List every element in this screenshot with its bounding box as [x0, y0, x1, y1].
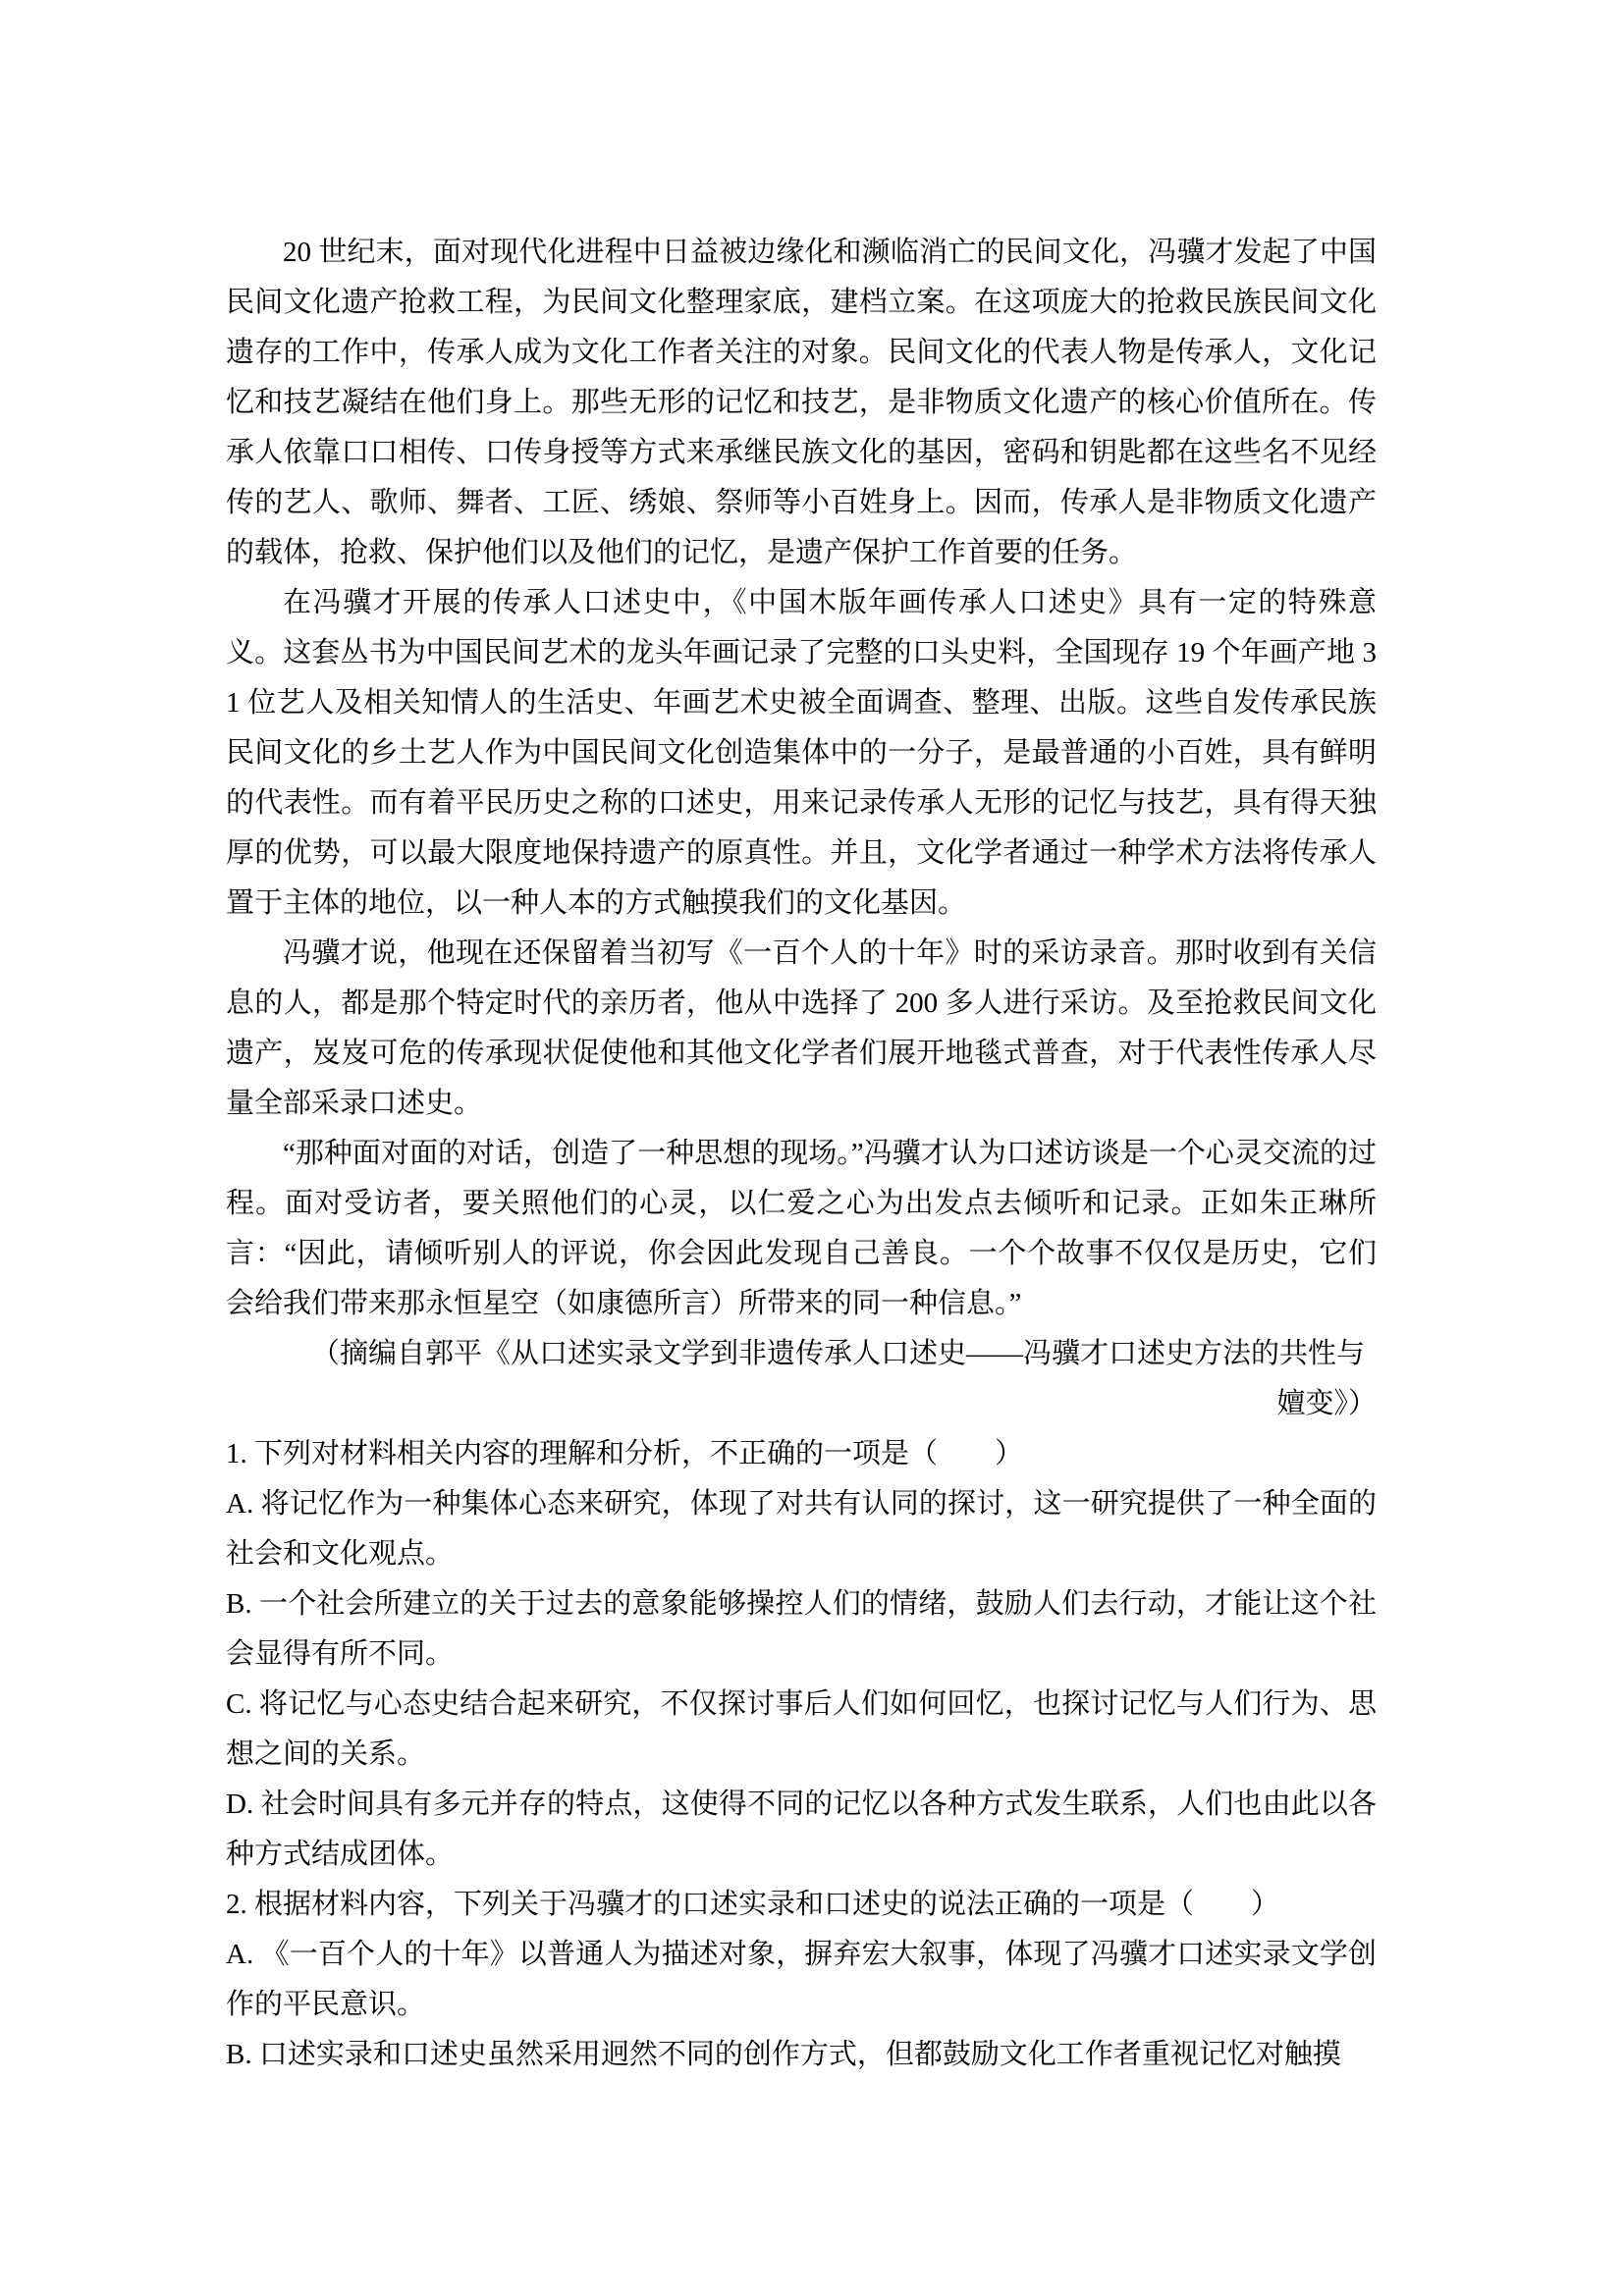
question-2-stem: 2. 根据材料内容，下列关于冯骥才的口述实录和口述史的说法正确的一项是（ ）: [226, 1889, 1280, 1920]
question-2-option-b: B. 口述实录和口述史虽然采用迥然不同的创作方式，但都鼓励文化工作者重视记忆对触摸: [226, 2039, 1341, 2070]
source-attribution-line-2: 嬗变》）: [1276, 1388, 1377, 1419]
question-1-stem: 1. 下列对材料相关内容的理解和分析，不正确的一项是（ ）: [226, 1438, 1024, 1469]
question-2-option-a: A. 《一百个人的十年》以普通人为描述对象，摒弃宏大叙事，体现了冯骥才口述实录文学创作的平民意识。: [226, 1939, 1377, 2020]
question-1-option-c: C. 将记忆与心态史结合起来研究，不仅探讨事后人们如何回忆，也探讨记忆与人们行为、思想之间的关系。: [226, 1688, 1377, 1770]
document-content: [226, 228, 1377, 2080]
source-attribution-line-1: （摘编自郭平《从口述实录文学到非遗传承人口述史——冯骥才口述史方法的共性与: [311, 1338, 1366, 1369]
question-1-option-b: B. 一个社会所建立的关于过去的意象能够操控人们的情绪，鼓励人们去行动，才能让这个社会显得有所不同。: [226, 1588, 1377, 1670]
body-paragraph-3: 冯骥才说，他现在还保留着当初写《一百个人的十年》时的采访录音。那时收到有关信息的人，都是那个特定时代的亲历者，他从中选择了 200 多人进行采访。及至抢救民间文化遗产，岌岌可危的传承现状促使他和其他文化学者们展开地毯式普查，对于代表性传承人尽量全部采录口述史。: [226, 937, 1377, 1119]
body-paragraph-1: 20 世纪末，面对现代化进程中日益被边缘化和濒临消亡的民间文化，冯骥才发起了中国民间文化遗产抢救工程，为民间文化整理家底，建档立案。在这项庞大的抢救民族民间文化遗存的工作中，传承人成为文化工作者关注的对象。民间文化的代表人物是传承人，文化记忆和技艺凝结在他们身上。那些无形的记忆和技艺，是非物质文化遗产的核心价值所在。传承人依靠口口相传、口传身授等方式来承继民族文化的基因，密码和钥匙都在这些名不见经传的艺人、歌师、舞者、工匠、绣娘、祭师等小百姓身上。因而，传承人是非物质文化遗产的载体，抢救、保护他们以及他们的记忆，是遗产保护工作首要的任务。: [226, 237, 1377, 568]
body-paragraph-4: “那种面对面的对话，创造了一种思想的现场。”冯骥才认为口述访谈是一个心灵交流的过程。面对受访者，要关照他们的心灵，以仁爱之心为出发点去倾听和记录。正如朱正琳所言：“因此，请倾听别人的评说，你会因此发现自己善良。一个个故事不仅仅是历史，它们会给我们带来那永恒星空（如康德所言）所带来的同一种信息。”: [226, 1138, 1377, 1319]
body-paragraph-2: 在冯骥才开展的传承人口述史中，《中国木版年画传承人口述史》具有一定的特殊意义。这套丛书为中国民间艺术的龙头年画记录了完整的口头史料，全国现存 19 个年画产地 31 位艺人及相关知情人的生活史、年画艺术史被全面调查、整理、出版。这些自发传承民族民间文化的乡土艺人作为中国民间文化创造集体中的一分子，是最普通的小百姓，具有鲜明的代表性。而有着平民历史之称的口述史，用来记录传承人无形的记忆与技艺，具有得天独厚的优势，可以最大限度地保持遗产的原真性。并且，文化学者通过一种学术方法将传承人置于主体的地位，以一种人本的方式触摸我们的文化基因。: [226, 587, 1377, 919]
question-1-option-a: A. 将记忆作为一种集体心态来研究，体现了对共有认同的探讨，这一研究提供了一种全面的社会和文化观点。: [226, 1488, 1377, 1570]
question-1-option-d: D. 社会时间具有多元并存的特点，这使得不同的记忆以各种方式发生联系，人们也由此以各种方式结成团体。: [226, 1789, 1377, 1870]
